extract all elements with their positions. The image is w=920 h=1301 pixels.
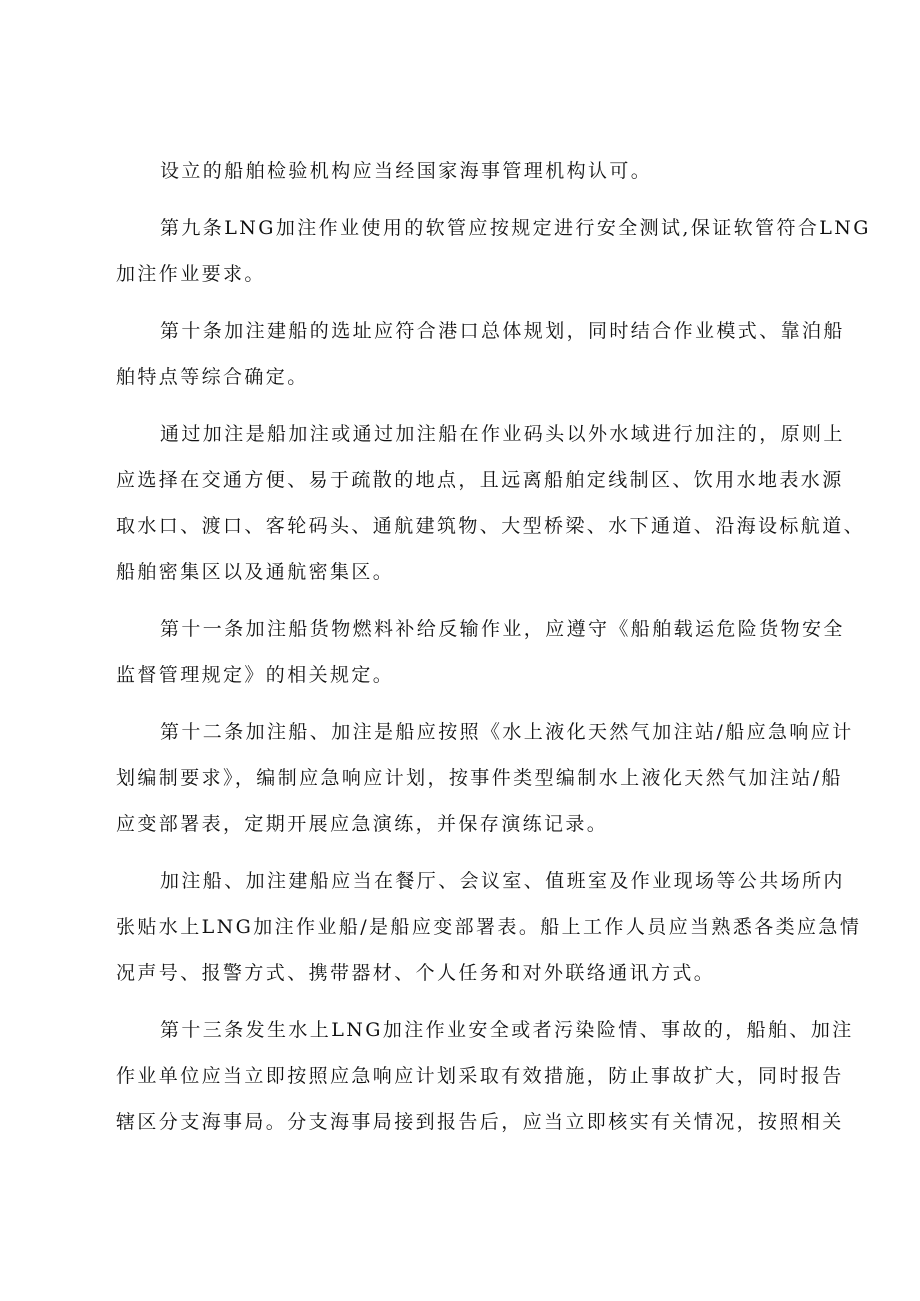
text-line: 划编制要求》，编制应急响应计划，按事件类型编制水上液化天然气加注站/船 [116, 767, 843, 789]
text-line: 况声号、报警方式、携带器材、个人任务和对外联络通讯方式。 [116, 962, 716, 984]
text-line: 辖区分支海事局。分支海事局接到报告后，应当立即核实有关情况，按照相关 [116, 1111, 844, 1133]
text-line: 加注作业要求。 [116, 263, 266, 285]
text-line: 第十三条发生水上LNG加注作业安全或者污染险情、事故的，船舶、加注 [160, 1019, 854, 1041]
text-line: 第十一条加注船货物燃料补给反输作业，应遵守《船舶载运危险货物安全 [160, 618, 845, 640]
text-line: 应选择在交通方便、易于疏散的地点，且远离船舶定线制区、饮用水地表水源 [116, 469, 844, 491]
text-line: 张贴水上LNG加注作业船/是船应变部署表。船上工作人员应当熟悉各类应急情 [116, 916, 862, 938]
text-line: 监督管理规定》的相关规定。 [116, 664, 395, 686]
text-line: 第九条LNG加注作业使用的软管应按规定进行安全测试,保证软管符合LNG [160, 217, 871, 239]
text-line: 作业单位应当立即按照应急响应计划采取有效措施，防止事故扩大，同时报告 [116, 1065, 844, 1087]
text-line: 通过加注是船加注或通过加注船在作业码头以外水域进行加注的，原则上 [160, 423, 845, 445]
text-line: 设立的船舶检验机构应当经国家海事管理机构认可。 [160, 160, 653, 182]
text-line: 舶特点等综合确定。 [116, 366, 309, 388]
text-line: 应变部署表，定期开展应急演练，并保存演练记录。 [116, 813, 609, 835]
text-line: 第十条加注建船的选址应符合港口总体规划，同时结合作业模式、靠泊船 [160, 320, 845, 342]
text-line: 第十二条加注船、加注是船应按照《水上液化天然气加注站/船应急响应计 [160, 721, 854, 743]
text-line: 取水口、渡口、客轮码头、通航建筑物、大型桥梁、水下通道、沿海设标航道、 [116, 515, 866, 537]
text-line: 船舶密集区以及通航密集区。 [116, 561, 395, 583]
text-line: 加注船、加注建船应当在餐厅、会议室、值班室及作业现场等公共场所内 [160, 870, 845, 892]
